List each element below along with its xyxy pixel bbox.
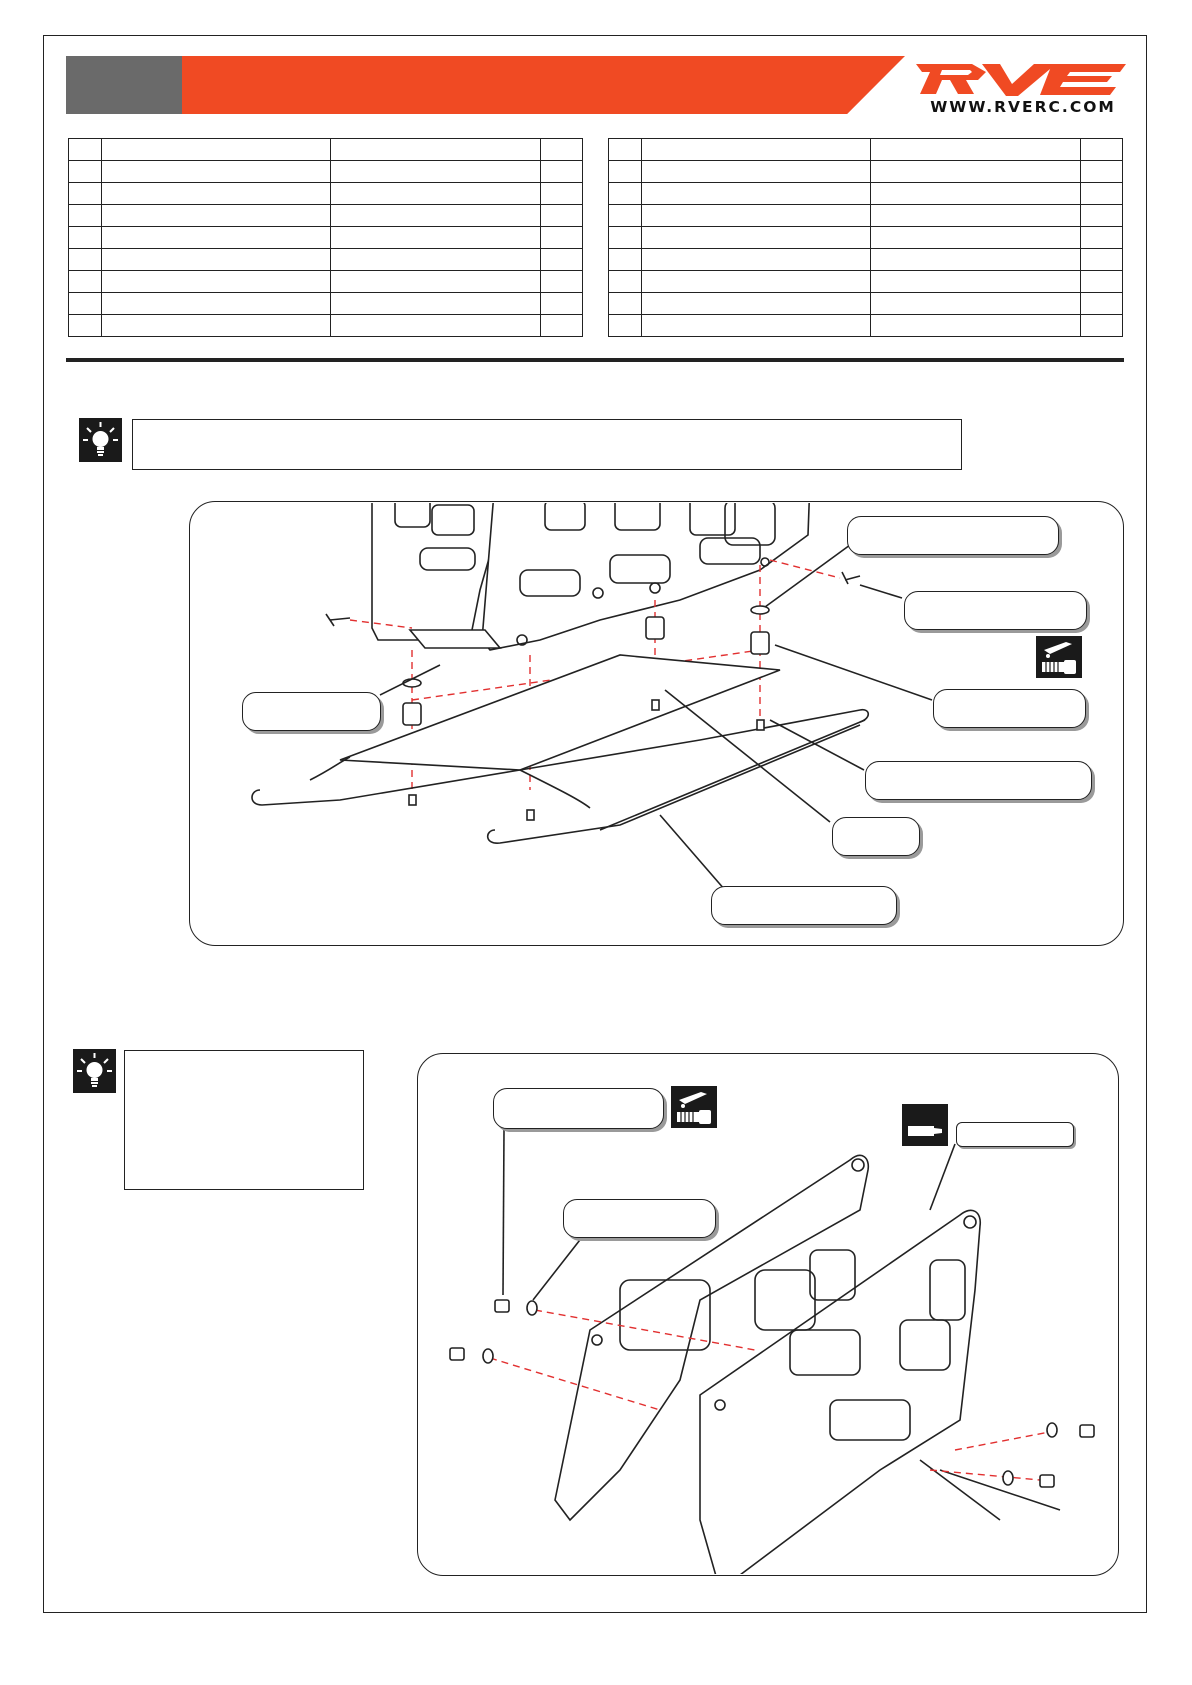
- grease-tube-icon: [902, 1104, 948, 1146]
- callout-grease-point: [956, 1122, 1074, 1147]
- website-url[interactable]: WWW.RVERC.COM: [930, 98, 1116, 116]
- callout-damper: [933, 689, 1086, 728]
- step2-note-box: [124, 1050, 364, 1190]
- callout-skid-screw: [865, 761, 1092, 800]
- callout-frame-bolt: [847, 516, 1059, 555]
- callout-frame-screw: [493, 1088, 664, 1129]
- lightbulb-icon: [73, 1049, 116, 1093]
- callout-left-spacer: [242, 692, 381, 731]
- callout-side-bolt: [904, 591, 1087, 630]
- threadlock-screw-icon: [671, 1086, 717, 1128]
- callout-washer: [832, 817, 920, 856]
- callout-frame-washer: [563, 1199, 716, 1238]
- threadlock-screw-icon: [1036, 636, 1082, 678]
- callout-skid-tube: [711, 886, 897, 925]
